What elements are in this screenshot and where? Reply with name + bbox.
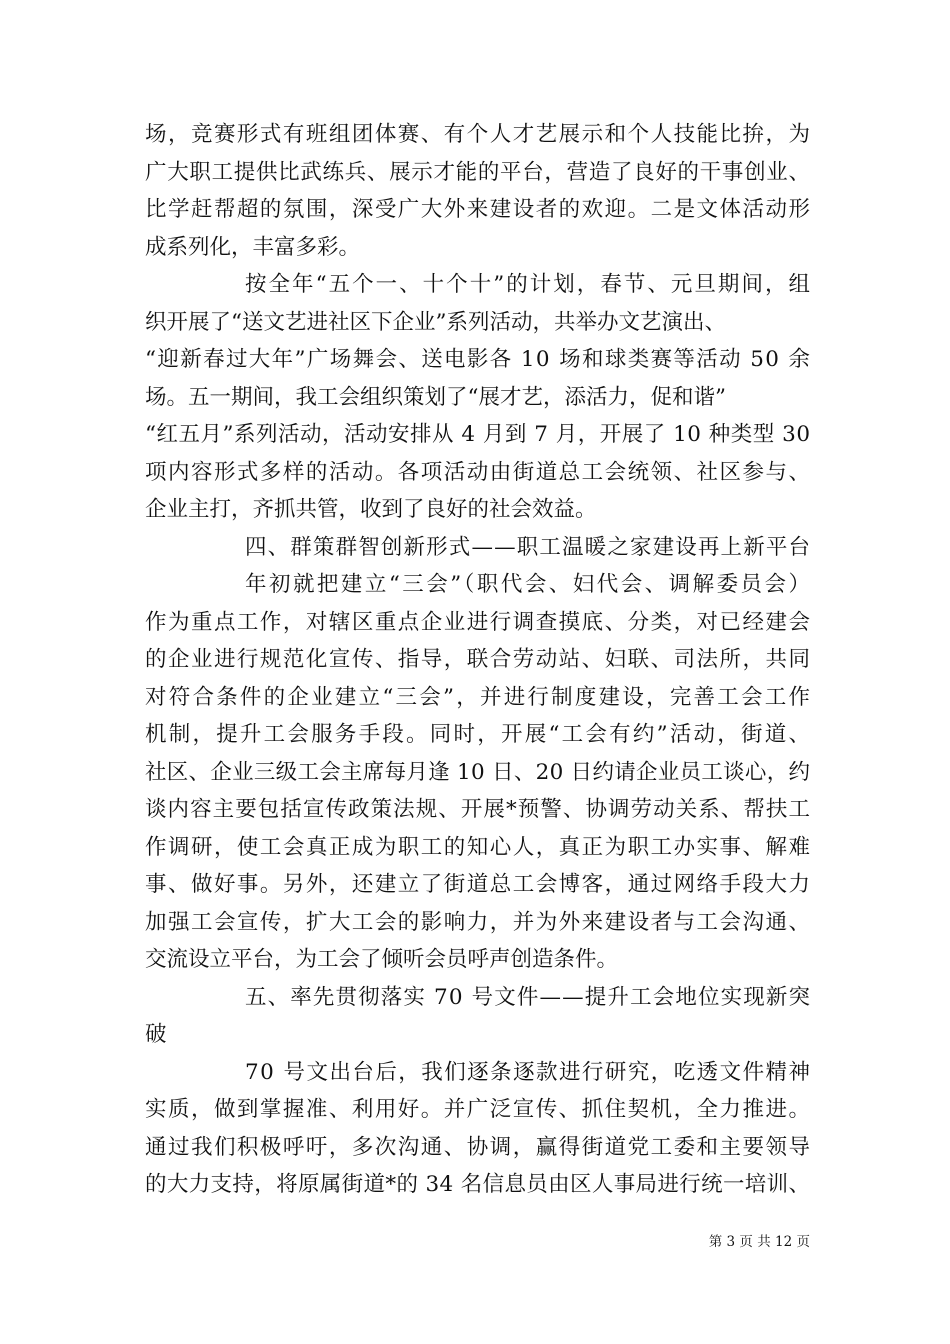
text-line: 场。五一期间，我工会组织策划了“展才艺，添活力，促和谐”: [145, 384, 726, 410]
text-line: 比学赶帮超的氛围，深受广大外来建设者的欢迎。二是文体活动形: [145, 197, 812, 222]
text-line: 场，竞赛形式有班组团体赛、有个人才艺展示和个人技能比拚，为: [145, 122, 812, 147]
text-line: 的企业进行规范化宣传、指导，联合劳动站、妇联、司法所，共同: [145, 647, 812, 672]
text-line: “红五月”系列活动，活动安排从 4 月到 7 月，开展了 10 种类型 30: [145, 422, 811, 447]
text-line: 企业主打，齐抓共管，收到了良好的社会效益。: [145, 497, 597, 522]
text-line: 广大职工提供比武练兵、展示才能的平台，营造了良好的干事创业、: [145, 159, 811, 185]
text-line: 织开展了“送文艺进社区下企业”系列活动，共举办文艺演出、: [145, 309, 726, 335]
text-line: 项内容形式多样的活动。各项活动由街道总工会统领、社区参与、: [145, 459, 812, 485]
text-line: 机制，提升工会服务手段。同时，开展“工会有约”活动，街道、: [145, 722, 813, 747]
text-line: 通过我们积极呼吁，多次沟通、协调，赢得街道党工委和主要领导: [145, 1134, 812, 1160]
page-footer: 第 3 页 共 12 页: [708, 1234, 810, 1250]
text-line: 事、做好事。另外，还建立了街道总工会博客，通过网络手段大力: [145, 872, 812, 897]
body-text: [145, 116, 813, 1204]
text-line: 成系列化，丰富多彩。: [145, 234, 361, 260]
text-line: 年初就把建立“三会”（职代会、妇代会、调解委员会）: [245, 572, 813, 597]
text-line: 谈内容主要包括宣传政策法规、开展*预警、协调劳动关系、帮扶工: [145, 797, 812, 822]
text-line: 五、率先贯彻落实 70 号文件——提升工会地位实现新突: [245, 984, 812, 1010]
text-line: 社区、企业三级工会主席每月逢 10 日、20 日约请企业员工谈心，约: [145, 759, 811, 785]
text-line: 作为重点工作，对辖区重点企业进行调查摸底、分类，对已经建会: [145, 609, 812, 635]
text-line: 四、群策群智创新形式——职工温暖之家建设再上新平台: [245, 534, 812, 560]
text-line: 按全年“五个一、十个十”的计划，春节、元旦期间，组: [245, 272, 813, 297]
text-line: 交流设立平台，为工会了倾听会员呼声创造条件。: [145, 947, 619, 972]
text-line: 作调研，使工会真正成为职工的知心人，真正为职工办实事、解难: [145, 834, 812, 860]
text-line: 加强工会宣传，扩大工会的影响力，并为外来建设者与工会沟通、: [145, 909, 812, 935]
text-line: 70 号文出台后，我们逐条逐款进行研究，吃透文件精神: [245, 1059, 812, 1085]
text-line: “迎新春过大年”广场舞会、送电影各 10 场和球类赛等活动 50 余: [145, 347, 812, 372]
text-line: 的大力支持，将原属街道*的 34 名信息员由区人事局进行统一培训、: [145, 1172, 811, 1197]
text-line: 破: [145, 1022, 167, 1047]
text-line: 对符合条件的企业建立“三会”，并进行制度建设，完善工会工作: [145, 684, 813, 710]
text-line: 实质，做到掌握准、利用好。并广泛宣传、抓住契机，全力推进。: [145, 1097, 812, 1122]
